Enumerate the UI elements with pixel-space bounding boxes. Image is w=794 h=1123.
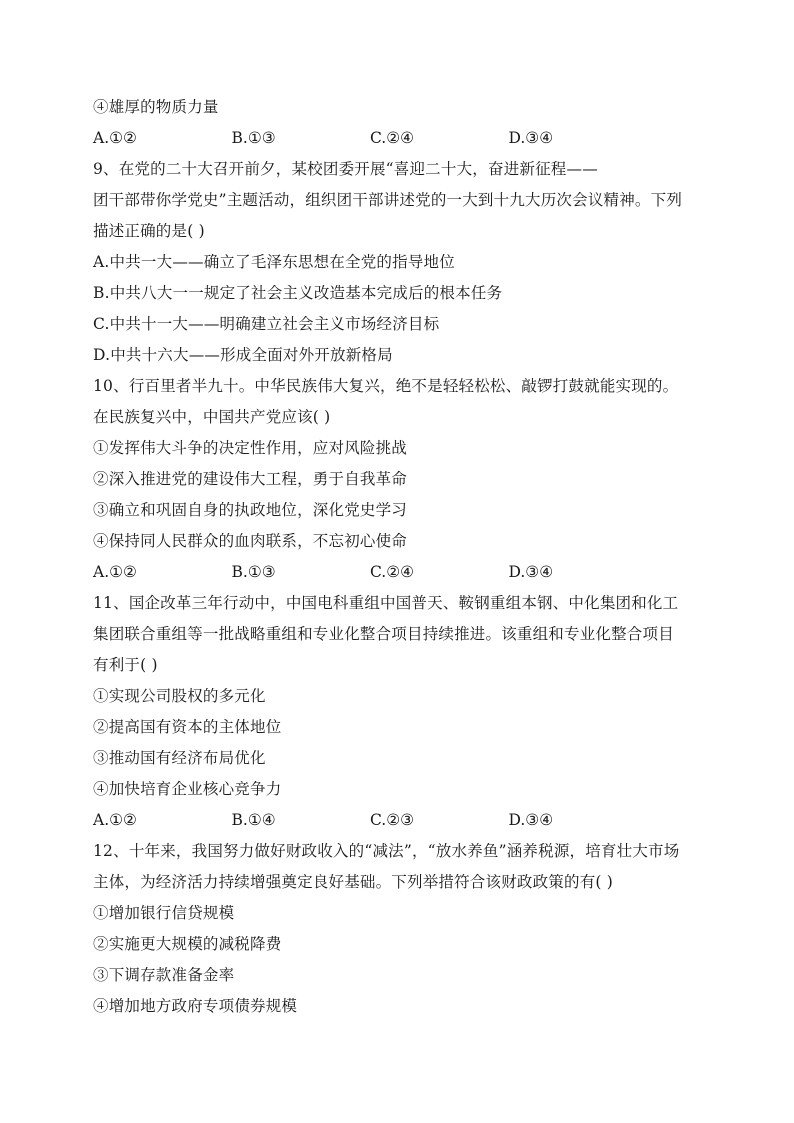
q9-stem-line-3: 描述正确的是( ) [93, 222, 205, 240]
q11-item-3: ③推动国有经济布局优化 [93, 749, 266, 767]
q10-stem-line-1: 10、行百里者半九十。中华民族伟大复兴，绝不是轻轻松松、敲锣打鼓就能实现的。 [93, 377, 679, 395]
q10-option-c[interactable]: C.②④ [370, 563, 415, 581]
document-page [93, 92, 713, 1022]
q10-option-d[interactable]: D.③④ [508, 563, 554, 581]
q12-item-1: ①增加银行信贷规模 [93, 904, 235, 922]
q8-options [93, 123, 713, 154]
q8-option-c[interactable]: C.②④ [370, 129, 415, 147]
q11-stem-line-1: 11、国企改革三年行动中，中国电科重组中国普天、鞍钢重组本钢、中化集团和化工 [93, 594, 679, 612]
q11-option-d[interactable]: D.③④ [508, 811, 554, 829]
q11-option-b[interactable]: B.①④ [231, 811, 276, 829]
q9-choice-c[interactable]: C.中共十一大——明确建立社会主义市场经济目标 [93, 315, 440, 333]
q8-option-b[interactable]: B.①③ [231, 129, 276, 147]
q8-option-a[interactable]: A.①② [93, 129, 137, 147]
q11-item-1: ①实现公司股权的多元化 [93, 687, 266, 705]
q12-item-4: ④增加地方政府专项债券规模 [93, 997, 298, 1015]
q9-choice-a[interactable]: A.中共一大——确立了毛泽东思想在全党的指导地位 [93, 253, 455, 271]
q10-options [93, 557, 713, 588]
q10-item-2: ②深入推进党的建设伟大工程，勇于自我革命 [93, 470, 408, 488]
q12-item-3: ③下调存款准备金率 [93, 966, 235, 984]
q10-item-1: ①发挥伟大斗争的决定性作用，应对风险挑战 [93, 439, 408, 457]
q10-item-3: ③确立和巩固自身的执政地位，深化党史学习 [93, 501, 408, 519]
q11-option-a[interactable]: A.①② [93, 811, 137, 829]
q9-choice-d[interactable]: D.中共十六大——形成全面对外开放新格局 [93, 346, 393, 364]
q9-stem-line-2: 团干部带你学党史”主题活动，组织团干部讲述党的一大到十九大历次会议精神。下列 [93, 191, 683, 209]
q12-stem-line-1: 12、十年来，我国努力做好财政收入的“减法”，“放水养鱼”涵养税源，培育壮大市场 [93, 842, 680, 860]
q11-stem-line-2: 集团联合重组等一批战略重组和专业化整合项目持续推进。该重组和专业化整合项目 [93, 625, 674, 643]
q11-options [93, 805, 713, 836]
q10-stem-line-2: 在民族复兴中，中国共产党应该( ) [93, 408, 331, 426]
q9-choice-b[interactable]: B.中共八大一一规定了社会主义改造基本完成后的根本任务 [93, 284, 503, 302]
q11-stem-line-3: 有利于( ) [93, 656, 158, 674]
q10-item-4: ④保持同人民群众的血肉联系，不忘初心使命 [93, 532, 408, 550]
q10-option-a[interactable]: A.①② [93, 563, 137, 581]
q8-item-4: ④雄厚的物质力量 [93, 98, 219, 116]
q9-stem-line-1: 9、在党的二十大召开前夕，某校团委开展“喜迎二十大，奋进新征程—— [93, 160, 598, 178]
q10-option-b[interactable]: B.①③ [231, 563, 276, 581]
q11-item-2: ②提高国有资本的主体地位 [93, 718, 282, 736]
q8-option-d[interactable]: D.③④ [508, 129, 554, 147]
q11-option-c[interactable]: C.②③ [370, 811, 415, 829]
q11-item-4: ④加快培育企业核心竞争力 [93, 780, 282, 798]
q12-stem-line-2: 主体，为经济活力持续增强奠定良好基础。下列举措符合该财政政策的有( ) [93, 873, 614, 891]
q12-item-2: ②实施更大规模的减税降费 [93, 935, 282, 953]
